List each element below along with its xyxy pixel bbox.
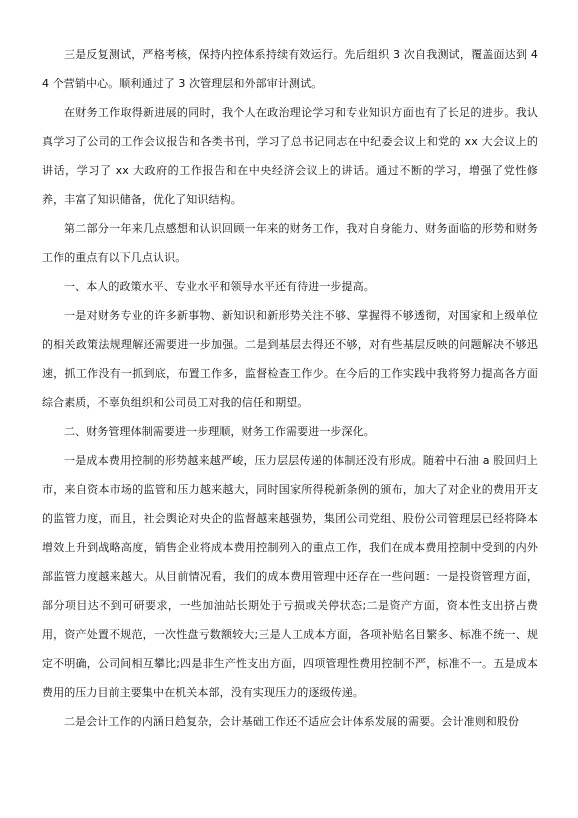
heading-point-two: 二、财务管理体制需要进一步理顺，财务工作需要进一步深化。: [64, 425, 375, 438]
heading-point-one: 一、本人的政策水平、专业水平和领导水平还有待进一步提高。: [64, 280, 375, 293]
paragraph-cost-control: 一是成本费用控制的形势越来越严峻，压力层层传递的体制还没有形成。随着中石油 a 股回归上市，来自资本市场的监管和压力越来越大，同时国家所得税新条例的颁布，加大了对企业的费用开支的监管力度，而且，社会舆论对央企的监督越来越强势，集团公司党组、股份公司管理层已经将降本增效上升到战略高度，销售企业将成本费用控制列入的重点工作，我们在成本费用控制中受到的内外部监管力度越来越大。从目前情况看，我们的成本费用管理中还存在一些问题：一是投资管理方面，部分项目达不到可研要求，一些加油站长期处于亏损或关停状态;二是资产方面，资本性支出挤占费用，资产处置不规范，一次性盘亏数额较大;三是人工成本方面，各项补贴名目繁多、标准不统一、规定不明确，公司间相互攀比;四是非生产性支出方面，四项管理性费用控制不严，标准不一。五是成本费用的压力目前主要集中在机关本部，没有实现压力的逐级传递。: [42, 454, 538, 699]
paragraph-personal-study: 在财务工作取得新进展的同时，我个人在政治理论学习和专业知识方面也有了长足的进步。我认真学习了公司的工作会议报告和各类书刊，学习了总书记同志在中纪委会议上和党的 xx 大会议上的讲话，学习了 xx 大政府的工作报告和在中央经济会议上的讲话。通过不断的学习，增强了党性修养，丰富了知识储备，优化了知识结构。: [42, 106, 538, 206]
paragraph-part-two-intro: 第二部分一年来几点感想和认识回顾一年来的财务工作，我对自身能力、财务面临的形势和财务工作的重点有以下几点认识。: [42, 222, 538, 264]
paragraph-point-one-detail: 一是对财务专业的许多新事物、新知识和新形势关注不够、掌握得不够透彻，对国家和上级单位的相关政策法规理解还需要进一步加强。二是到基层去得还不够，对有些基层反映的问题解决不够迅速，抓工作没有一抓到底，布置工作多，监督检查工作少。在今后的工作实践中我将努力提高各方面综合素质，不辜负组织和公司员工对我的信任和期望。: [42, 309, 538, 409]
paragraph-accounting-work: 二是会计工作的内涵日趋复杂，会计基础工作还不适应会计体系发展的需要。会计准则和股份: [64, 715, 520, 728]
document-body: [42, 40, 538, 736]
paragraph-self-testing: 三是反复测试，严格考核，保持内控体系持续有效运行。先后组织 3 次自我测试，覆盖面达到 44 个营销中心。顺利通过了 3 次管理层和外部审计测试。: [42, 48, 538, 90]
